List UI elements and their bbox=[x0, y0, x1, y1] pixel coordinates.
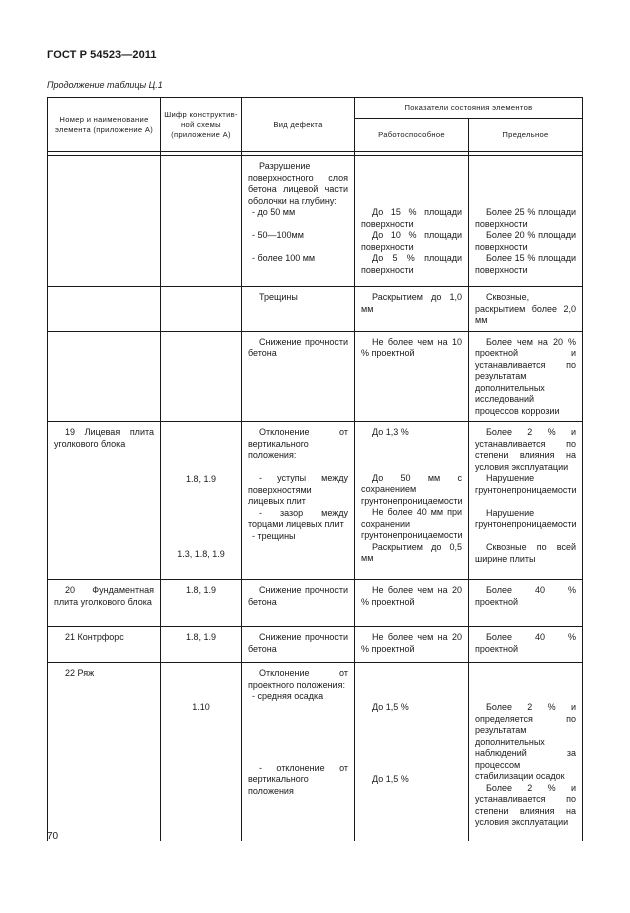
table-row bbox=[48, 287, 583, 332]
cell-operable bbox=[355, 663, 469, 841]
table-row bbox=[48, 331, 583, 422]
defect-item: - средняя осадка bbox=[252, 691, 324, 701]
page-number: 70 bbox=[47, 831, 59, 842]
table-row bbox=[48, 663, 583, 841]
operable-value: До 1,5 % bbox=[372, 773, 409, 784]
cell-limit bbox=[469, 422, 583, 580]
code-value: 1.8, 1.9 bbox=[185, 474, 217, 484]
defect-item: - отклонение от вертикального положения bbox=[248, 762, 348, 796]
code-value: 1.10 bbox=[192, 702, 210, 712]
cell-limit: Более 40 % проектной bbox=[469, 627, 583, 663]
limit-value: Более 2 % и определяется по результатам дополнительных наблюдений за процессом стабилизации осадок bbox=[475, 702, 576, 781]
cell-code bbox=[161, 331, 242, 422]
cell-code: 1.8, 1.9 bbox=[161, 627, 242, 663]
operable-value: До 1,3 % bbox=[372, 427, 409, 437]
defect-title: Отклонение от вертикального положения: bbox=[248, 427, 348, 460]
cell-element bbox=[48, 156, 161, 287]
cell-element: 22 Ряж bbox=[48, 663, 161, 841]
table-row bbox=[48, 156, 583, 287]
defect-item: - уступы между поверхностями лицевых плит bbox=[248, 473, 348, 506]
cell-operable bbox=[355, 422, 469, 580]
defect-title: Разрушение поверхностного слоя бетона лицевой части оболочки на глубину: bbox=[248, 161, 348, 206]
operable-value: До 50 мм с сохранением грунтонепроницаемости bbox=[361, 472, 463, 506]
cell-code bbox=[161, 663, 242, 841]
cell-defect bbox=[242, 422, 355, 580]
defect-item: - трещины bbox=[252, 530, 296, 541]
defect-item: - 50—100мм bbox=[252, 230, 304, 240]
cell-element: 19 Лицевая плита уголкового блока bbox=[48, 422, 161, 580]
operable-value: До 5 % площади поверхности bbox=[361, 253, 462, 275]
header-indicators: Показатели состояния элементов bbox=[355, 98, 583, 119]
cell-operable: Раскрытием до 1,0 мм bbox=[355, 287, 469, 332]
operable-value: До 1,5 % bbox=[372, 702, 409, 712]
cell-operable: Не более чем на 10 % проектной bbox=[355, 331, 469, 422]
table-row bbox=[48, 422, 583, 580]
operable-value: До 15 % площади поверхности bbox=[361, 207, 462, 229]
cell-defect: Снижение прочности бетона bbox=[242, 580, 355, 627]
cell-defect: Трещины bbox=[242, 287, 355, 332]
table-caption: Продолжение таблицы Ц.1 bbox=[47, 80, 163, 90]
operable-value: До 10 % площади поверхности bbox=[361, 230, 462, 252]
defect-item: - зазор между торцами лицевых плит bbox=[248, 507, 348, 529]
header-code: Шифр конструктив-ной схемы (приложение А) bbox=[161, 98, 242, 152]
table-row bbox=[48, 580, 583, 627]
cell-limit bbox=[469, 663, 583, 841]
cell-element: 21 Контрфорс bbox=[48, 627, 161, 663]
cell-element bbox=[48, 331, 161, 422]
cell-operable: Не более чем на 20 % проектной bbox=[355, 580, 469, 627]
cell-element: 20 Фундаментная плита уголкового блока bbox=[48, 580, 161, 627]
limit-value: Более 2 % и устанавливается по степени влияния на условия эксплуатации bbox=[475, 782, 576, 827]
limit-value: Нарушение грунтонепроницаемости bbox=[475, 473, 577, 495]
defect-item: - до 50 мм bbox=[252, 207, 296, 217]
defect-title: Отклонение от проектного положения: bbox=[248, 668, 348, 690]
cell-limit bbox=[469, 156, 583, 287]
cell-defect: Снижение прочности бетона bbox=[242, 627, 355, 663]
cell-operable: Не более чем на 20 % проектной bbox=[355, 627, 469, 663]
header-operable: Работоспособное bbox=[355, 118, 469, 151]
cell-code bbox=[161, 422, 242, 580]
cell-defect bbox=[242, 156, 355, 287]
header-limit: Предельное bbox=[469, 118, 583, 151]
limit-value: Сквозные по всей ширине плиты bbox=[475, 542, 576, 564]
defect-item: - более 100 мм bbox=[252, 253, 316, 263]
limit-value: Более 20 % площади поверхности bbox=[475, 230, 576, 252]
header-element: Номер и наименование элемента (приложение А) bbox=[48, 98, 161, 152]
cell-code bbox=[161, 287, 242, 332]
document-title: ГОСТ Р 54523—2011 bbox=[47, 49, 157, 61]
cell-limit: Более 40 % проектной bbox=[469, 580, 583, 627]
operable-value: Раскрытием до 0,5 мм bbox=[361, 541, 462, 563]
operable-value: Не более 40 мм при сохранении грунтонепроницаемости bbox=[361, 507, 463, 540]
cell-operable bbox=[355, 156, 469, 287]
header-defect: Вид дефекта bbox=[242, 98, 355, 152]
defects-table bbox=[47, 97, 583, 841]
limit-value: Более 25 % площади поверхности bbox=[475, 207, 576, 229]
table-row bbox=[48, 627, 583, 663]
cell-limit: Более чем на 20 % проектной и устанавливается по результатам дополнительных исследований процессов коррозии bbox=[469, 331, 583, 422]
limit-value: Более 2 % и устанавливается по степени влияния на условия эксплуатации bbox=[475, 427, 576, 472]
cell-limit: Сквозные, раскрытием более 2,0 мм bbox=[469, 287, 583, 332]
code-value: 1.3, 1.8, 1.9 bbox=[177, 548, 225, 559]
cell-defect bbox=[242, 663, 355, 841]
cell-element bbox=[48, 287, 161, 332]
limit-value: Нарушение грунтонепроницаемости bbox=[475, 507, 577, 529]
limit-value: Более 15 % площади поверхности bbox=[475, 253, 576, 275]
cell-code bbox=[161, 156, 242, 287]
cell-code: 1.8, 1.9 bbox=[161, 580, 242, 627]
cell-defect: Снижение прочности бетона bbox=[242, 331, 355, 422]
